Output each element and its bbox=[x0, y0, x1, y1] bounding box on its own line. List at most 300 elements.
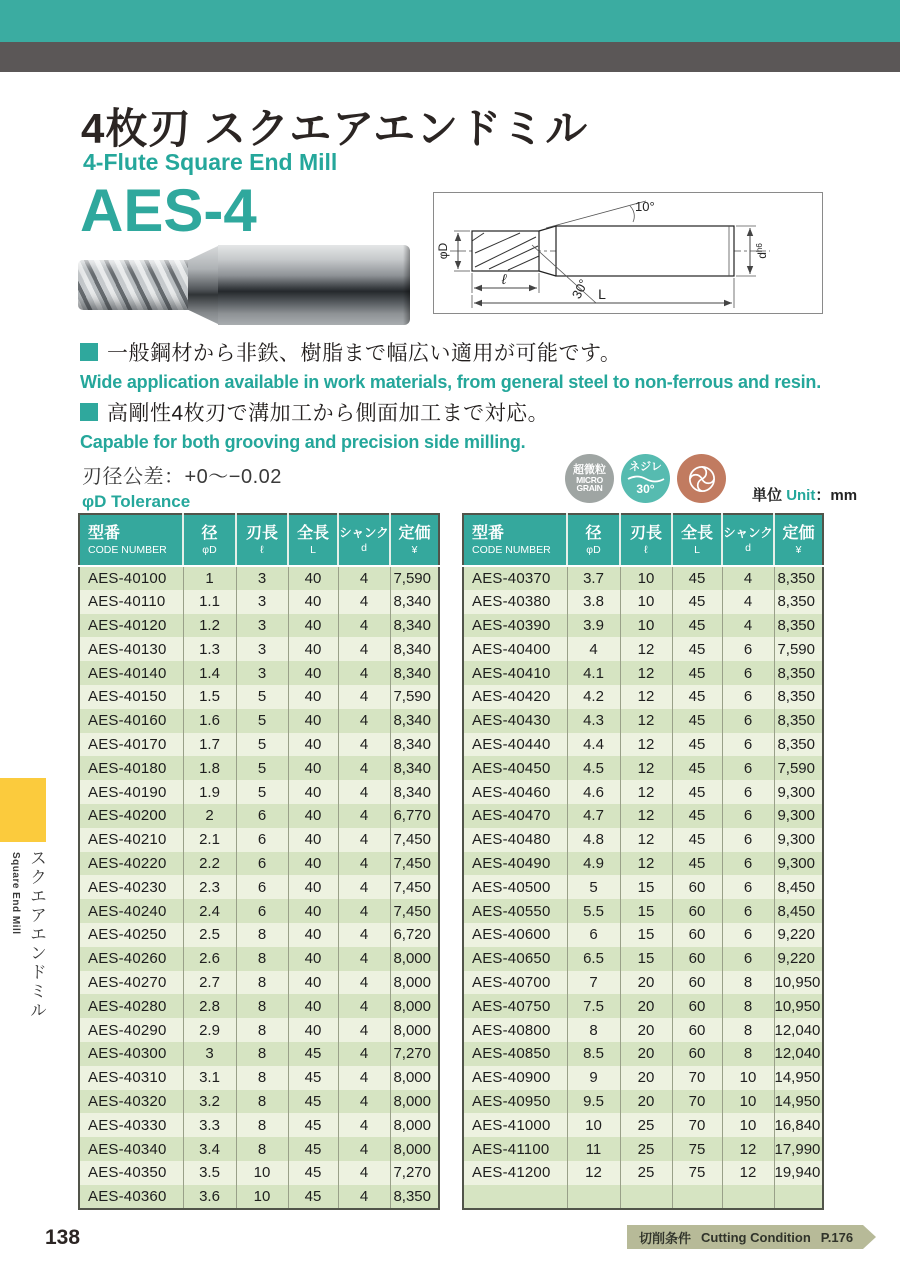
col-flute-length: 刃長 ℓ bbox=[620, 514, 672, 566]
code-number-cell: AES-40310 bbox=[79, 1066, 183, 1090]
value-cell: 3 bbox=[183, 1042, 236, 1066]
code-number-cell: AES-40200 bbox=[79, 804, 183, 828]
value-cell: 8 bbox=[236, 1113, 288, 1137]
endmill-neck bbox=[188, 245, 220, 325]
value-cell: 40 bbox=[288, 828, 338, 852]
value-cell: 70 bbox=[672, 1066, 722, 1090]
code-number-cell: AES-40330 bbox=[79, 1113, 183, 1137]
value-cell: 4 bbox=[338, 947, 390, 971]
value-cell: 12 bbox=[620, 828, 672, 852]
unit-jp: 単位 bbox=[752, 487, 783, 504]
value-cell: 3.1 bbox=[183, 1066, 236, 1090]
page-title-en: 4-Flute Square End Mill bbox=[83, 149, 338, 175]
table-row bbox=[463, 1185, 823, 1209]
value-cell: 4 bbox=[338, 804, 390, 828]
code-number-cell: AES-40450 bbox=[463, 756, 567, 780]
value-cell: 7.5 bbox=[567, 994, 620, 1018]
value-cell: 2 bbox=[183, 804, 236, 828]
table-row bbox=[79, 1161, 439, 1185]
table-header-row bbox=[79, 514, 439, 566]
code-number-cell: AES-40160 bbox=[79, 709, 183, 733]
value-cell: 40 bbox=[288, 875, 338, 899]
value-cell: 4 bbox=[338, 661, 390, 685]
value-cell: 45 bbox=[288, 1137, 338, 1161]
table-row bbox=[79, 590, 439, 614]
value-cell: 7,450 bbox=[390, 899, 439, 923]
code-number-cell: AES-40700 bbox=[463, 971, 567, 995]
value-cell: 4 bbox=[722, 566, 774, 590]
feature-2-jp: 高剛性4枚刃で溝加工から側面加工まで対応。 bbox=[80, 397, 549, 427]
table-row bbox=[79, 852, 439, 876]
value-cell: 5 bbox=[236, 733, 288, 757]
value-cell: 9.5 bbox=[567, 1090, 620, 1114]
code-number-cell: AES-40950 bbox=[463, 1090, 567, 1114]
value-cell: 8,350 bbox=[774, 590, 823, 614]
value-cell: 8,000 bbox=[390, 1137, 439, 1161]
value-cell: 10 bbox=[620, 614, 672, 638]
value-cell: 7,450 bbox=[390, 828, 439, 852]
value-cell: 40 bbox=[288, 947, 338, 971]
value-cell: 60 bbox=[672, 923, 722, 947]
code-number-cell: AES-40470 bbox=[463, 804, 567, 828]
value-cell: 4 bbox=[338, 709, 390, 733]
value-cell: 8,350 bbox=[774, 614, 823, 638]
value-cell: 6,770 bbox=[390, 804, 439, 828]
value-cell: 6.5 bbox=[567, 947, 620, 971]
value-cell: 12 bbox=[722, 1137, 774, 1161]
table-row bbox=[79, 994, 439, 1018]
value-cell: 40 bbox=[288, 566, 338, 590]
value-cell: 40 bbox=[288, 685, 338, 709]
value-cell: 7,590 bbox=[390, 685, 439, 709]
unit-note bbox=[752, 484, 857, 505]
code-number-cell: AES-40380 bbox=[463, 590, 567, 614]
code-number-cell: AES-40460 bbox=[463, 780, 567, 804]
value-cell: 60 bbox=[672, 1018, 722, 1042]
value-cell: 12 bbox=[620, 685, 672, 709]
value-cell: 4 bbox=[338, 852, 390, 876]
code-number-cell: AES-40550 bbox=[463, 899, 567, 923]
value-cell: 10 bbox=[620, 590, 672, 614]
value-cell: 4 bbox=[722, 590, 774, 614]
code-number-cell: AES-40150 bbox=[79, 685, 183, 709]
value-cell: 4 bbox=[338, 614, 390, 638]
value-cell: 2.7 bbox=[183, 971, 236, 995]
value-cell: 19,940 bbox=[774, 1161, 823, 1185]
value-cell: 11 bbox=[567, 1137, 620, 1161]
value-cell: 2.5 bbox=[183, 923, 236, 947]
value-cell: 4 bbox=[338, 923, 390, 947]
code-number-cell: AES-40250 bbox=[79, 923, 183, 947]
value-cell: 8,350 bbox=[774, 733, 823, 757]
value-cell: 8,450 bbox=[774, 875, 823, 899]
value-cell: 8 bbox=[722, 1042, 774, 1066]
drawing-shank-label: d bbox=[755, 252, 769, 259]
value-cell: 4 bbox=[338, 733, 390, 757]
value-cell: 60 bbox=[672, 994, 722, 1018]
value-cell: 1 bbox=[183, 566, 236, 590]
table-row bbox=[463, 804, 823, 828]
table-row bbox=[463, 923, 823, 947]
value-cell: 9,300 bbox=[774, 852, 823, 876]
table-row bbox=[463, 1161, 823, 1185]
code-number-cell: AES-40420 bbox=[463, 685, 567, 709]
code-number-cell: AES-40190 bbox=[79, 780, 183, 804]
value-cell: 4 bbox=[338, 685, 390, 709]
drawing-helix-angle-label: 30° bbox=[568, 276, 592, 302]
table-row bbox=[463, 614, 823, 638]
value-cell: 9,220 bbox=[774, 923, 823, 947]
table-row bbox=[79, 1018, 439, 1042]
value-cell: 12 bbox=[722, 1161, 774, 1185]
value-cell: 3 bbox=[236, 637, 288, 661]
value-cell: 1.6 bbox=[183, 709, 236, 733]
value-cell: 4.5 bbox=[567, 756, 620, 780]
value-cell: 40 bbox=[288, 661, 338, 685]
value-cell: 1.5 bbox=[183, 685, 236, 709]
value-cell: 8 bbox=[236, 1090, 288, 1114]
code-number-cell: AES-40210 bbox=[79, 828, 183, 852]
value-cell: 10,950 bbox=[774, 994, 823, 1018]
value-cell: 45 bbox=[288, 1161, 338, 1185]
sidebar-category-en: Square End Mill bbox=[10, 852, 21, 935]
code-number-cell: AES-40650 bbox=[463, 947, 567, 971]
value-cell: 6 bbox=[722, 804, 774, 828]
value-cell: 40 bbox=[288, 733, 338, 757]
value-cell: 25 bbox=[620, 1161, 672, 1185]
code-number-cell: AES-40410 bbox=[463, 661, 567, 685]
value-cell: 40 bbox=[288, 780, 338, 804]
value-cell: 10 bbox=[567, 1113, 620, 1137]
code-number-cell: AES-40430 bbox=[463, 709, 567, 733]
drawing-overall-length-label: L bbox=[598, 286, 606, 302]
value-cell: 75 bbox=[672, 1161, 722, 1185]
code-number-cell: AES-40170 bbox=[79, 733, 183, 757]
value-cell: 8,340 bbox=[390, 756, 439, 780]
table-row bbox=[463, 1018, 823, 1042]
table-row bbox=[463, 875, 823, 899]
table-row bbox=[79, 637, 439, 661]
value-cell: 7,270 bbox=[390, 1042, 439, 1066]
drawing-diameter-label: φD bbox=[436, 242, 450, 260]
value-cell: 3.6 bbox=[183, 1185, 236, 1209]
col-code-number: 型番 CODE NUMBER bbox=[79, 514, 183, 566]
value-cell: 12 bbox=[567, 1161, 620, 1185]
value-cell: 5 bbox=[236, 780, 288, 804]
value-cell: 20 bbox=[620, 1090, 672, 1114]
code-number-cell: AES-40270 bbox=[79, 971, 183, 995]
table-row bbox=[463, 1113, 823, 1137]
top-gray-bar bbox=[0, 42, 900, 72]
table-row bbox=[463, 685, 823, 709]
feature-1-en: Wide application available in work materials, from general steel to non-ferrous and resin. bbox=[80, 372, 822, 392]
code-number-cell: AES-40240 bbox=[79, 899, 183, 923]
value-cell: 4 bbox=[338, 1090, 390, 1114]
value-cell: 4.9 bbox=[567, 852, 620, 876]
value-cell: 4 bbox=[338, 1042, 390, 1066]
value-cell: 6 bbox=[722, 875, 774, 899]
value-cell: 40 bbox=[288, 852, 338, 876]
value-cell: 10,950 bbox=[774, 971, 823, 995]
value-cell: 6 bbox=[722, 780, 774, 804]
value-cell: 4 bbox=[567, 637, 620, 661]
helix-value: 30° bbox=[636, 482, 655, 496]
product-photo bbox=[78, 245, 410, 325]
table-row bbox=[463, 566, 823, 590]
value-cell: 1.7 bbox=[183, 733, 236, 757]
flute-count-badge bbox=[677, 454, 726, 503]
value-cell: 9,300 bbox=[774, 804, 823, 828]
value-cell: 10 bbox=[722, 1113, 774, 1137]
value-cell: 4 bbox=[722, 614, 774, 638]
value-cell: 12,040 bbox=[774, 1018, 823, 1042]
value-cell: 4 bbox=[338, 1113, 390, 1137]
value-cell: 10 bbox=[722, 1066, 774, 1090]
value-cell bbox=[722, 1185, 774, 1209]
col-code-number: 型番 CODE NUMBER bbox=[463, 514, 567, 566]
code-number-cell: AES-40750 bbox=[463, 994, 567, 1018]
value-cell: 7,270 bbox=[390, 1161, 439, 1185]
value-cell: 1.8 bbox=[183, 756, 236, 780]
table-row bbox=[79, 1185, 439, 1209]
value-cell: 12 bbox=[620, 733, 672, 757]
value-cell: 5 bbox=[236, 709, 288, 733]
value-cell: 40 bbox=[288, 1018, 338, 1042]
value-cell: 8 bbox=[236, 994, 288, 1018]
value-cell: 45 bbox=[672, 733, 722, 757]
value-cell: 12 bbox=[620, 661, 672, 685]
value-cell: 6,720 bbox=[390, 923, 439, 947]
value-cell: 3.8 bbox=[567, 590, 620, 614]
value-cell: 6 bbox=[722, 637, 774, 661]
page-title-jp: 4枚刃 スクエアエンドミル bbox=[81, 105, 589, 152]
value-cell bbox=[620, 1185, 672, 1209]
ref-page: P.176 bbox=[820, 1229, 854, 1245]
value-cell: 40 bbox=[288, 709, 338, 733]
value-cell: 9,220 bbox=[774, 947, 823, 971]
value-cell: 40 bbox=[288, 756, 338, 780]
value-cell: 12 bbox=[620, 756, 672, 780]
value-cell: 4 bbox=[338, 971, 390, 995]
value-cell: 4 bbox=[338, 899, 390, 923]
code-number-cell: AES-40490 bbox=[463, 852, 567, 876]
code-number-cell: AES-40500 bbox=[463, 875, 567, 899]
price-table-left bbox=[78, 513, 440, 1210]
value-cell: 8,450 bbox=[774, 899, 823, 923]
col-flute-length: 刃長 ℓ bbox=[236, 514, 288, 566]
value-cell: 15 bbox=[620, 947, 672, 971]
value-cell: 7,590 bbox=[390, 566, 439, 590]
unit-separator: ： bbox=[815, 487, 831, 504]
table-row bbox=[463, 780, 823, 804]
value-cell: 3 bbox=[236, 590, 288, 614]
cutting-condition-ref[interactable] bbox=[627, 1225, 863, 1249]
value-cell: 4.2 bbox=[567, 685, 620, 709]
value-cell: 8,000 bbox=[390, 971, 439, 995]
drawing-flute-length-label: ℓ bbox=[501, 271, 507, 287]
value-cell: 15 bbox=[620, 899, 672, 923]
value-cell: 8,350 bbox=[774, 566, 823, 590]
table-row bbox=[79, 971, 439, 995]
value-cell: 4 bbox=[338, 1185, 390, 1209]
value-cell: 60 bbox=[672, 899, 722, 923]
value-cell: 60 bbox=[672, 947, 722, 971]
table-row bbox=[79, 899, 439, 923]
tolerance-jp: 刃径公差：+0〜−0.02 bbox=[82, 466, 282, 488]
code-number-cell: AES-40120 bbox=[79, 614, 183, 638]
value-cell: 8.5 bbox=[567, 1042, 620, 1066]
tolerance-note bbox=[82, 460, 282, 512]
table-row bbox=[463, 1066, 823, 1090]
value-cell: 12 bbox=[620, 852, 672, 876]
value-cell: 4 bbox=[338, 756, 390, 780]
page-number: 138 bbox=[45, 1226, 81, 1249]
value-cell: 20 bbox=[620, 1018, 672, 1042]
value-cell: 45 bbox=[288, 1113, 338, 1137]
value-cell: 8 bbox=[236, 1042, 288, 1066]
top-teal-bar bbox=[0, 0, 900, 42]
value-cell: 4 bbox=[338, 1161, 390, 1185]
value-cell: 75 bbox=[672, 1137, 722, 1161]
code-number-cell: AES-40300 bbox=[79, 1042, 183, 1066]
col-diameter: 径 φD bbox=[567, 514, 620, 566]
value-cell: 8 bbox=[236, 1137, 288, 1161]
value-cell: 45 bbox=[672, 756, 722, 780]
table-row bbox=[79, 1113, 439, 1137]
value-cell: 7,450 bbox=[390, 875, 439, 899]
value-cell: 8 bbox=[722, 994, 774, 1018]
value-cell: 6 bbox=[722, 733, 774, 757]
value-cell: 1.2 bbox=[183, 614, 236, 638]
value-cell: 12 bbox=[620, 637, 672, 661]
value-cell: 60 bbox=[672, 971, 722, 995]
table-row bbox=[79, 733, 439, 757]
value-cell: 10 bbox=[722, 1090, 774, 1114]
value-cell: 8 bbox=[567, 1018, 620, 1042]
value-cell: 45 bbox=[672, 566, 722, 590]
table-row bbox=[79, 947, 439, 971]
micrograin-en1: MICRO bbox=[576, 474, 603, 485]
code-number-cell: AES-40900 bbox=[463, 1066, 567, 1090]
value-cell: 45 bbox=[672, 804, 722, 828]
value-cell: 8,340 bbox=[390, 661, 439, 685]
code-number-cell: AES-40800 bbox=[463, 1018, 567, 1042]
value-cell: 3 bbox=[236, 566, 288, 590]
value-cell: 3.2 bbox=[183, 1090, 236, 1114]
value-cell: 45 bbox=[288, 1090, 338, 1114]
value-cell: 6 bbox=[722, 709, 774, 733]
value-cell: 14,950 bbox=[774, 1066, 823, 1090]
ref-jp: 切削条件 bbox=[639, 1230, 692, 1246]
value-cell: 16,840 bbox=[774, 1113, 823, 1137]
code-number-cell: AES-41000 bbox=[463, 1113, 567, 1137]
value-cell: 8,340 bbox=[390, 637, 439, 661]
table-row bbox=[463, 756, 823, 780]
sidebar-yellow-tab bbox=[0, 778, 46, 842]
value-cell: 3.5 bbox=[183, 1161, 236, 1185]
value-cell: 4 bbox=[338, 566, 390, 590]
value-cell: 4.6 bbox=[567, 780, 620, 804]
code-number-cell: AES-40850 bbox=[463, 1042, 567, 1066]
code-number-cell: AES-41100 bbox=[463, 1137, 567, 1161]
value-cell: 15 bbox=[620, 875, 672, 899]
value-cell: 8,340 bbox=[390, 590, 439, 614]
value-cell: 45 bbox=[672, 709, 722, 733]
value-cell: 7,590 bbox=[774, 756, 823, 780]
value-cell: 40 bbox=[288, 614, 338, 638]
value-cell: 45 bbox=[672, 590, 722, 614]
micrograin-jp: 超微粒 bbox=[573, 463, 606, 476]
table-row bbox=[463, 1090, 823, 1114]
col-price: 定価 ¥ bbox=[774, 514, 823, 566]
value-cell: 6 bbox=[722, 661, 774, 685]
unit-en: Unit bbox=[786, 487, 816, 504]
value-cell: 25 bbox=[620, 1137, 672, 1161]
value-cell: 12 bbox=[620, 780, 672, 804]
code-number-cell: AES-40130 bbox=[79, 637, 183, 661]
4-flute-cross-section-icon bbox=[682, 459, 722, 499]
value-cell: 8,340 bbox=[390, 614, 439, 638]
value-cell: 8,350 bbox=[774, 685, 823, 709]
code-number-cell: AES-40320 bbox=[79, 1090, 183, 1114]
table-row bbox=[79, 780, 439, 804]
value-cell: 8,000 bbox=[390, 1066, 439, 1090]
col-shank: シャンク d bbox=[722, 514, 774, 566]
value-cell: 60 bbox=[672, 1042, 722, 1066]
value-cell: 3 bbox=[236, 661, 288, 685]
value-cell: 4 bbox=[338, 780, 390, 804]
value-cell: 7,450 bbox=[390, 852, 439, 876]
code-number-cell: AES-40350 bbox=[79, 1161, 183, 1185]
value-cell: 40 bbox=[288, 804, 338, 828]
code-number-cell: AES-40110 bbox=[79, 590, 183, 614]
value-cell: 25 bbox=[620, 1113, 672, 1137]
value-cell: 6 bbox=[567, 923, 620, 947]
value-cell: 40 bbox=[288, 637, 338, 661]
code-number-cell: AES-40280 bbox=[79, 994, 183, 1018]
value-cell: 20 bbox=[620, 1042, 672, 1066]
table-row bbox=[463, 733, 823, 757]
unit-value: mm bbox=[830, 487, 858, 504]
ref-en: Cutting Condition bbox=[701, 1229, 811, 1245]
value-cell: 40 bbox=[288, 899, 338, 923]
table-row bbox=[463, 709, 823, 733]
value-cell: 4.4 bbox=[567, 733, 620, 757]
table-row bbox=[79, 804, 439, 828]
value-cell: 6 bbox=[236, 852, 288, 876]
col-shank: シャンク d bbox=[338, 514, 390, 566]
drawing-top-angle-label: 10° bbox=[635, 199, 655, 214]
table-row bbox=[463, 661, 823, 685]
value-cell: 10 bbox=[236, 1185, 288, 1209]
value-cell: 5.5 bbox=[567, 899, 620, 923]
micrograin-en2: GRAIN bbox=[576, 483, 603, 493]
value-cell: 6 bbox=[236, 804, 288, 828]
table-row bbox=[79, 875, 439, 899]
tolerance-en: φD Tolerance bbox=[82, 492, 191, 511]
value-cell: 8,340 bbox=[390, 733, 439, 757]
table-row bbox=[463, 899, 823, 923]
drawing-shank-tolerance: h6 bbox=[755, 243, 764, 253]
value-cell: 6 bbox=[236, 875, 288, 899]
table-row bbox=[79, 1066, 439, 1090]
table-row bbox=[463, 637, 823, 661]
value-cell: 45 bbox=[672, 637, 722, 661]
value-cell: 20 bbox=[620, 1066, 672, 1090]
value-cell: 3.7 bbox=[567, 566, 620, 590]
value-cell: 8,000 bbox=[390, 1113, 439, 1137]
table-header-row bbox=[463, 514, 823, 566]
